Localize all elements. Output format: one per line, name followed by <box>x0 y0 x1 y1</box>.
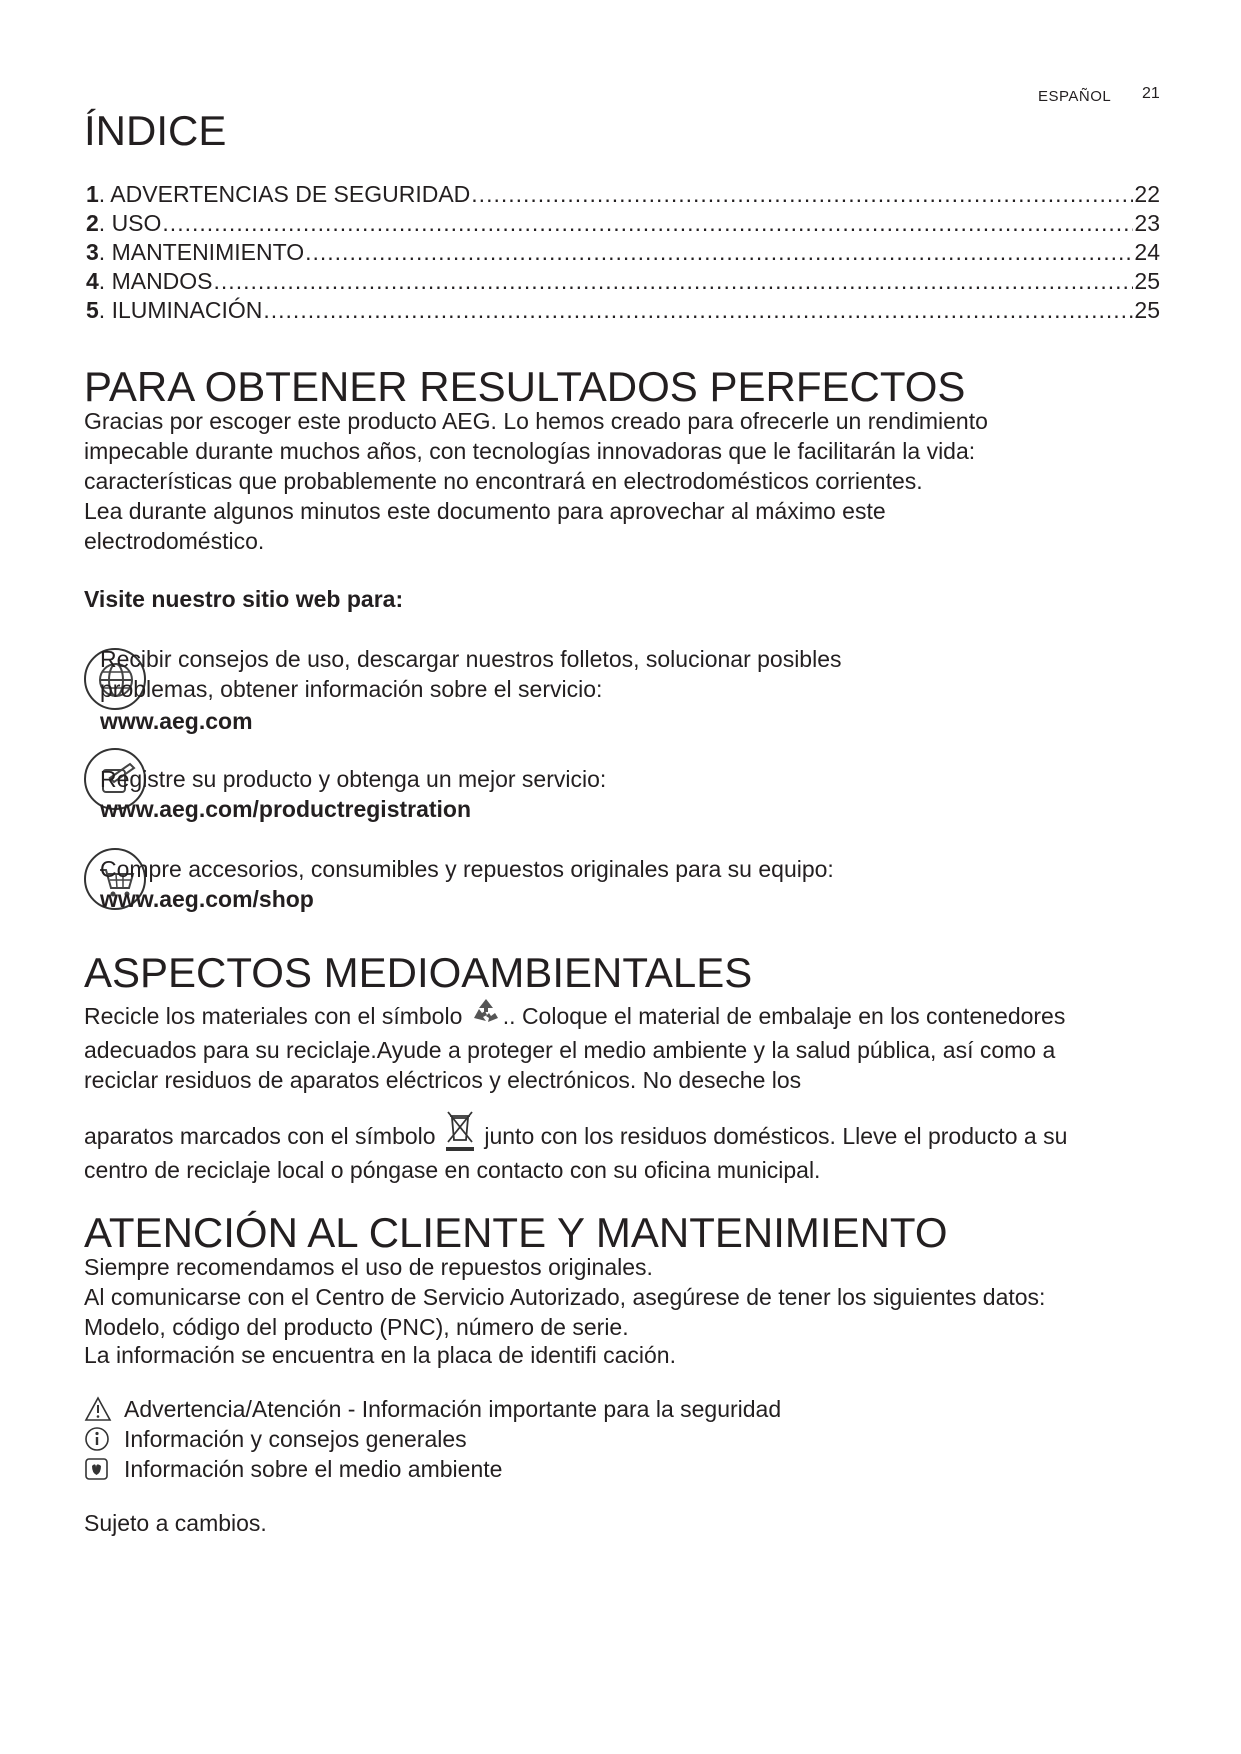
toc-item-number: 1 <box>86 181 99 207</box>
environment-text-2: .. Coloque el material de embalaje en los contenedores adecuados para su reciclaje.Ayude a proteger el medio ambiente y la salud pública, así como a reciclar residuos de aparatos eléctricos y electrónicos. No deseche los <box>84 1003 1066 1093</box>
toc-item[interactable] <box>86 180 1160 209</box>
registration-link-url[interactable]: www.aeg.com/productregistration <box>100 796 472 822</box>
legend-info-text: Información y consejos generales <box>124 1426 467 1452</box>
toc-leader <box>471 180 1133 209</box>
toc-leader <box>263 296 1133 325</box>
toc-leader <box>305 238 1133 267</box>
section-title-environment: ASPECTOS MEDIOAMBIENTALES <box>84 949 753 996</box>
legend-environment-text: Información sobre el medio ambiente <box>124 1456 503 1482</box>
toc-leader <box>214 267 1134 296</box>
symbol-legend <box>84 1394 1084 1484</box>
toc-item-number: 2 <box>86 210 99 236</box>
crossed-bin-icon <box>442 1110 478 1155</box>
environment-icon <box>84 1456 112 1482</box>
warning-triangle-icon <box>84 1396 112 1422</box>
environment-paragraph-2 <box>84 1110 1124 1185</box>
toc-item-number: 3 <box>86 239 99 265</box>
toc-title: ÍNDICE <box>84 107 227 154</box>
intro-paragraph: Gracias por escoger este producto AEG. Lo hemos creado para ofrecerle un rendimiento impecable durante muchos años, con tecnologías innovadoras que le facilitarán la vida: características que probablemente no encontrará en electrodomésticos corrientes. <box>84 408 988 494</box>
toc-item[interactable] <box>86 296 1160 325</box>
support-link-url[interactable]: www.aeg.com <box>100 708 253 734</box>
legend-item <box>84 1424 1084 1454</box>
service-line-2: Al comunicarse con el Centro de Servicio Autorizado, asegúrese de tener los siguientes datos: Modelo, código del producto (PNC), número de serie. <box>84 1284 1046 1340</box>
legend-item <box>84 1394 1084 1424</box>
toc-item-page: 22 <box>1134 181 1160 207</box>
info-icon <box>84 1426 112 1452</box>
environment-paragraph <box>84 996 1104 1095</box>
support-link-text: Recibir consejos de uso, descargar nuestros folletos, solucionar posibles problemas, obtener información sobre el servicio: <box>100 646 842 702</box>
environment-text-4: junto con los residuos domésticos. Lleve el producto a su centro de reciclaje local o póngase en contacto con su oficina municipal. <box>84 1123 1068 1183</box>
toc-item-page: 23 <box>1134 210 1160 236</box>
toc-item-page: 25 <box>1134 268 1160 294</box>
toc-leader <box>162 209 1133 238</box>
table-of-contents <box>86 180 1160 325</box>
toc-item-page: 24 <box>1134 239 1160 265</box>
toc-item[interactable] <box>86 209 1160 238</box>
environment-text-3: aparatos marcados con el símbolo <box>84 1123 436 1149</box>
toc-item-label: . MANTENIMIENTO <box>98 239 305 265</box>
environment-text-1: Recicle los materiales con el símbolo <box>84 1003 463 1029</box>
recycle-icon <box>469 996 503 1035</box>
footer-note: Sujeto a cambios. <box>84 1510 267 1536</box>
section-title-service: ATENCIÓN AL CLIENTE Y MANTENIMIENTO <box>84 1209 948 1256</box>
toc-item-number: 5 <box>86 297 99 323</box>
legend-item <box>84 1454 1084 1484</box>
section-title-perfect-results: PARA OBTENER RESULTADOS PERFECTOS <box>84 363 966 410</box>
service-line-1: Siempre recomendamos el uso de repuestos originales. <box>84 1254 653 1280</box>
shop-link-text: Compre accesorios, consumibles y repuestos originales para su equipo: <box>100 856 834 882</box>
toc-item-label: . ADVERTENCIAS DE SEGURIDAD <box>98 181 471 207</box>
legend-warning-text: Advertencia/Atención - Información importante para la seguridad <box>124 1396 782 1422</box>
intro-paragraph-2: Lea durante algunos minutos este documento para aprovechar al máximo este electrodoméstico. <box>84 498 886 554</box>
toc-item-label: . ILUMINACIÓN <box>98 297 263 323</box>
toc-item-label: . USO <box>98 210 162 236</box>
toc-item[interactable] <box>86 238 1160 267</box>
toc-item-label: . MANDOS <box>98 268 213 294</box>
shop-link-url[interactable]: www.aeg.com/shop <box>100 886 314 912</box>
toc-item-number: 4 <box>86 268 99 294</box>
visit-heading: Visite nuestro sitio web para: <box>84 586 404 612</box>
page-number: 21 <box>1142 85 1160 102</box>
registration-link-text: Registre su producto y obtenga un mejor servicio: <box>100 766 607 792</box>
language-label: ESPAÑOL <box>1038 88 1112 105</box>
service-line-3: La información se encuentra en la placa de identifi cación. <box>84 1342 676 1368</box>
toc-item-page: 25 <box>1134 297 1160 323</box>
toc-item[interactable] <box>86 267 1160 296</box>
